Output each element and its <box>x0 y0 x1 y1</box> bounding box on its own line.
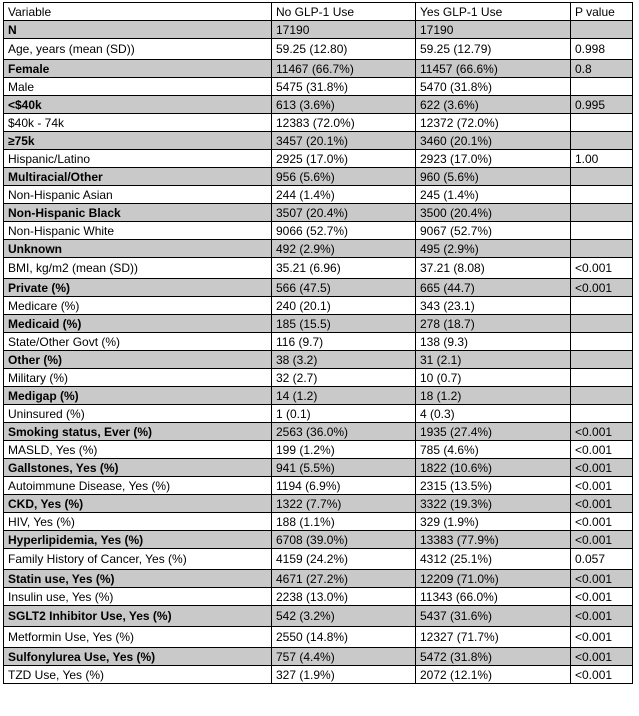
table-row <box>4 441 633 459</box>
cell-no-glp1: 941 (5.5%) <box>272 459 416 477</box>
cell-no-glp1: 14 (1.2) <box>272 387 416 405</box>
cell-p-value: <0.001 <box>571 279 633 297</box>
cell-no-glp1: 11467 (66.7%) <box>272 60 416 78</box>
table-row <box>4 387 633 405</box>
cell-yes-glp1: 4 (0.3) <box>416 405 571 423</box>
cell-yes-glp1: 245 (1.4%) <box>416 186 571 204</box>
cell-variable: ≥75k <box>4 132 272 150</box>
cell-variable: Unknown <box>4 240 272 258</box>
header-p-value: P value <box>571 3 633 21</box>
cell-yes-glp1: 37.21 (8.08) <box>416 258 571 279</box>
cell-no-glp1: 17190 <box>272 21 416 39</box>
table-row <box>4 351 633 369</box>
cell-variable: Male <box>4 78 272 96</box>
cell-p-value <box>571 333 633 351</box>
cell-yes-glp1: 1935 (27.4%) <box>416 423 571 441</box>
cell-p-value: 0.8 <box>571 60 633 78</box>
cell-no-glp1: 327 (1.9%) <box>272 666 416 684</box>
cell-no-glp1: 2238 (13.0%) <box>272 588 416 606</box>
cell-no-glp1: 4159 (24.2%) <box>272 549 416 570</box>
cell-yes-glp1: 9067 (52.7%) <box>416 222 571 240</box>
cell-variable: Uninsured (%) <box>4 405 272 423</box>
cell-variable: Hispanic/Latino <box>4 150 272 168</box>
cell-variable: Statin use, Yes (%) <box>4 570 272 588</box>
cell-no-glp1: 12383 (72.0%) <box>272 114 416 132</box>
table-row <box>4 21 633 39</box>
cell-yes-glp1: 785 (4.6%) <box>416 441 571 459</box>
cell-no-glp1: 542 (3.2%) <box>272 606 416 627</box>
cell-p-value <box>571 114 633 132</box>
cell-p-value: <0.001 <box>571 513 633 531</box>
cell-p-value: <0.001 <box>571 441 633 459</box>
cell-yes-glp1: 2923 (17.0%) <box>416 150 571 168</box>
cell-yes-glp1: 278 (18.7) <box>416 315 571 333</box>
cell-no-glp1: 1322 (7.7%) <box>272 495 416 513</box>
cell-p-value <box>571 78 633 96</box>
cell-variable: Family History of Cancer, Yes (%) <box>4 549 272 570</box>
cell-yes-glp1: 138 (9.3) <box>416 333 571 351</box>
cell-no-glp1: 492 (2.9%) <box>272 240 416 258</box>
cell-yes-glp1: 59.25 (12.79) <box>416 39 571 60</box>
cell-no-glp1: 5475 (31.8%) <box>272 78 416 96</box>
cell-variable: Age, years (mean (SD)) <box>4 39 272 60</box>
table-row <box>4 60 633 78</box>
cell-no-glp1: 3507 (20.4%) <box>272 204 416 222</box>
cell-p-value: 0.995 <box>571 96 633 114</box>
header-no-glp1: No GLP-1 Use <box>272 3 416 21</box>
cell-yes-glp1: 3500 (20.4%) <box>416 204 571 222</box>
table-row <box>4 495 633 513</box>
cell-p-value <box>571 21 633 39</box>
cell-variable: Medicaid (%) <box>4 315 272 333</box>
cell-yes-glp1: 10 (0.7) <box>416 369 571 387</box>
cell-p-value <box>571 168 633 186</box>
cell-variable: $40k - 74k <box>4 114 272 132</box>
cell-no-glp1: 32 (2.7) <box>272 369 416 387</box>
cell-p-value <box>571 315 633 333</box>
cell-variable: Medigap (%) <box>4 387 272 405</box>
cell-p-value: <0.001 <box>571 627 633 648</box>
cell-yes-glp1: 343 (23.1) <box>416 297 571 315</box>
cell-p-value <box>571 186 633 204</box>
cell-p-value: 0.998 <box>571 39 633 60</box>
cell-no-glp1: 38 (3.2) <box>272 351 416 369</box>
cell-yes-glp1: 11343 (66.0%) <box>416 588 571 606</box>
cell-p-value: <0.001 <box>571 588 633 606</box>
table-row <box>4 405 633 423</box>
table-row <box>4 96 633 114</box>
cell-p-value: 0.057 <box>571 549 633 570</box>
table-body <box>4 21 633 684</box>
cell-yes-glp1: 17190 <box>416 21 571 39</box>
table-row <box>4 168 633 186</box>
cell-no-glp1: 1 (0.1) <box>272 405 416 423</box>
cell-variable: CKD, Yes (%) <box>4 495 272 513</box>
table-row <box>4 627 633 648</box>
cell-variable: Military (%) <box>4 369 272 387</box>
cell-no-glp1: 199 (1.2%) <box>272 441 416 459</box>
cell-no-glp1: 244 (1.4%) <box>272 186 416 204</box>
cell-yes-glp1: 5437 (31.6%) <box>416 606 571 627</box>
cell-yes-glp1: 3460 (20.1%) <box>416 132 571 150</box>
cell-p-value: <0.001 <box>571 666 633 684</box>
table-row <box>4 513 633 531</box>
cell-yes-glp1: 665 (44.7) <box>416 279 571 297</box>
cell-variable: HIV, Yes (%) <box>4 513 272 531</box>
table-row <box>4 186 633 204</box>
cell-yes-glp1: 18 (1.2) <box>416 387 571 405</box>
table-row <box>4 549 633 570</box>
table-header <box>4 3 633 21</box>
cell-no-glp1: 956 (5.6%) <box>272 168 416 186</box>
cell-p-value <box>571 222 633 240</box>
table-row <box>4 39 633 60</box>
cell-variable: <$40k <box>4 96 272 114</box>
cell-variable: Female <box>4 60 272 78</box>
cell-yes-glp1: 5472 (31.8%) <box>416 648 571 666</box>
table-row <box>4 297 633 315</box>
table-row <box>4 78 633 96</box>
cell-variable: Gallstones, Yes (%) <box>4 459 272 477</box>
cell-variable: TZD Use, Yes (%) <box>4 666 272 684</box>
cell-no-glp1: 188 (1.1%) <box>272 513 416 531</box>
cell-variable: N <box>4 21 272 39</box>
cell-no-glp1: 2563 (36.0%) <box>272 423 416 441</box>
cell-variable: Medicare (%) <box>4 297 272 315</box>
cell-p-value: <0.001 <box>571 570 633 588</box>
cell-no-glp1: 240 (20.1) <box>272 297 416 315</box>
table-row <box>4 369 633 387</box>
cell-p-value: <0.001 <box>571 606 633 627</box>
cell-p-value <box>571 132 633 150</box>
table-row <box>4 666 633 684</box>
cell-variable: SGLT2 Inhibitor Use, Yes (%) <box>4 606 272 627</box>
cell-no-glp1: 59.25 (12.80) <box>272 39 416 60</box>
cell-variable: Metformin Use, Yes (%) <box>4 627 272 648</box>
cell-no-glp1: 116 (9.7) <box>272 333 416 351</box>
table-row <box>4 423 633 441</box>
table-row <box>4 333 633 351</box>
cell-no-glp1: 757 (4.4%) <box>272 648 416 666</box>
cell-variable: Insulin use, Yes (%) <box>4 588 272 606</box>
table-row <box>4 222 633 240</box>
cell-variable: Smoking status, Ever (%) <box>4 423 272 441</box>
cell-p-value: 1.00 <box>571 150 633 168</box>
table-row <box>4 477 633 495</box>
cell-yes-glp1: 2315 (13.5%) <box>416 477 571 495</box>
cell-yes-glp1: 13383 (77.9%) <box>416 531 571 549</box>
table-row <box>4 648 633 666</box>
table-row <box>4 315 633 333</box>
cell-p-value <box>571 405 633 423</box>
cell-variable: Other (%) <box>4 351 272 369</box>
cell-no-glp1: 185 (15.5) <box>272 315 416 333</box>
cell-yes-glp1: 12327 (71.7%) <box>416 627 571 648</box>
table-row <box>4 459 633 477</box>
cell-p-value <box>571 240 633 258</box>
cell-p-value: <0.001 <box>571 423 633 441</box>
table-row <box>4 150 633 168</box>
header-row <box>4 3 633 21</box>
table-row <box>4 606 633 627</box>
table-row <box>4 531 633 549</box>
cell-p-value <box>571 387 633 405</box>
cell-variable: Non-Hispanic Black <box>4 204 272 222</box>
cell-variable: Multiracial/Other <box>4 168 272 186</box>
cell-variable: Non-Hispanic White <box>4 222 272 240</box>
cell-no-glp1: 566 (47.5) <box>272 279 416 297</box>
header-variable: Variable <box>4 3 272 21</box>
cell-yes-glp1: 495 (2.9%) <box>416 240 571 258</box>
cell-yes-glp1: 31 (2.1) <box>416 351 571 369</box>
cell-p-value: <0.001 <box>571 648 633 666</box>
cell-variable: Private (%) <box>4 279 272 297</box>
cell-p-value: <0.001 <box>571 258 633 279</box>
cell-p-value: <0.001 <box>571 459 633 477</box>
cell-yes-glp1: 12209 (71.0%) <box>416 570 571 588</box>
cell-no-glp1: 2550 (14.8%) <box>272 627 416 648</box>
characteristics-table <box>3 2 633 684</box>
cell-no-glp1: 1194 (6.9%) <box>272 477 416 495</box>
cell-yes-glp1: 329 (1.9%) <box>416 513 571 531</box>
cell-no-glp1: 2925 (17.0%) <box>272 150 416 168</box>
table-row <box>4 258 633 279</box>
cell-yes-glp1: 622 (3.6%) <box>416 96 571 114</box>
cell-no-glp1: 613 (3.6%) <box>272 96 416 114</box>
cell-variable: BMI, kg/m2 (mean (SD)) <box>4 258 272 279</box>
table-row <box>4 240 633 258</box>
header-yes-glp1: Yes GLP-1 Use <box>416 3 571 21</box>
cell-variable: MASLD, Yes (%) <box>4 441 272 459</box>
cell-p-value <box>571 204 633 222</box>
cell-variable: Non-Hispanic Asian <box>4 186 272 204</box>
cell-variable: State/Other Govt (%) <box>4 333 272 351</box>
cell-p-value: <0.001 <box>571 531 633 549</box>
cell-yes-glp1: 12372 (72.0%) <box>416 114 571 132</box>
cell-yes-glp1: 4312 (25.1%) <box>416 549 571 570</box>
cell-no-glp1: 35.21 (6.96) <box>272 258 416 279</box>
cell-p-value: <0.001 <box>571 495 633 513</box>
cell-yes-glp1: 1822 (10.6%) <box>416 459 571 477</box>
table-row <box>4 132 633 150</box>
cell-p-value <box>571 351 633 369</box>
cell-no-glp1: 3457 (20.1%) <box>272 132 416 150</box>
cell-p-value: <0.001 <box>571 477 633 495</box>
cell-p-value <box>571 297 633 315</box>
cell-yes-glp1: 5470 (31.8%) <box>416 78 571 96</box>
cell-no-glp1: 9066 (52.7%) <box>272 222 416 240</box>
cell-variable: Sulfonylurea Use, Yes (%) <box>4 648 272 666</box>
cell-yes-glp1: 2072 (12.1%) <box>416 666 571 684</box>
cell-variable: Autoimmune Disease, Yes (%) <box>4 477 272 495</box>
table-row <box>4 588 633 606</box>
cell-no-glp1: 4671 (27.2%) <box>272 570 416 588</box>
table-row <box>4 114 633 132</box>
table-row <box>4 570 633 588</box>
table-row <box>4 204 633 222</box>
cell-yes-glp1: 3322 (19.3%) <box>416 495 571 513</box>
cell-yes-glp1: 11457 (66.6%) <box>416 60 571 78</box>
table-row <box>4 279 633 297</box>
cell-no-glp1: 6708 (39.0%) <box>272 531 416 549</box>
cell-yes-glp1: 960 (5.6%) <box>416 168 571 186</box>
cell-variable: Hyperlipidemia, Yes (%) <box>4 531 272 549</box>
cell-p-value <box>571 369 633 387</box>
